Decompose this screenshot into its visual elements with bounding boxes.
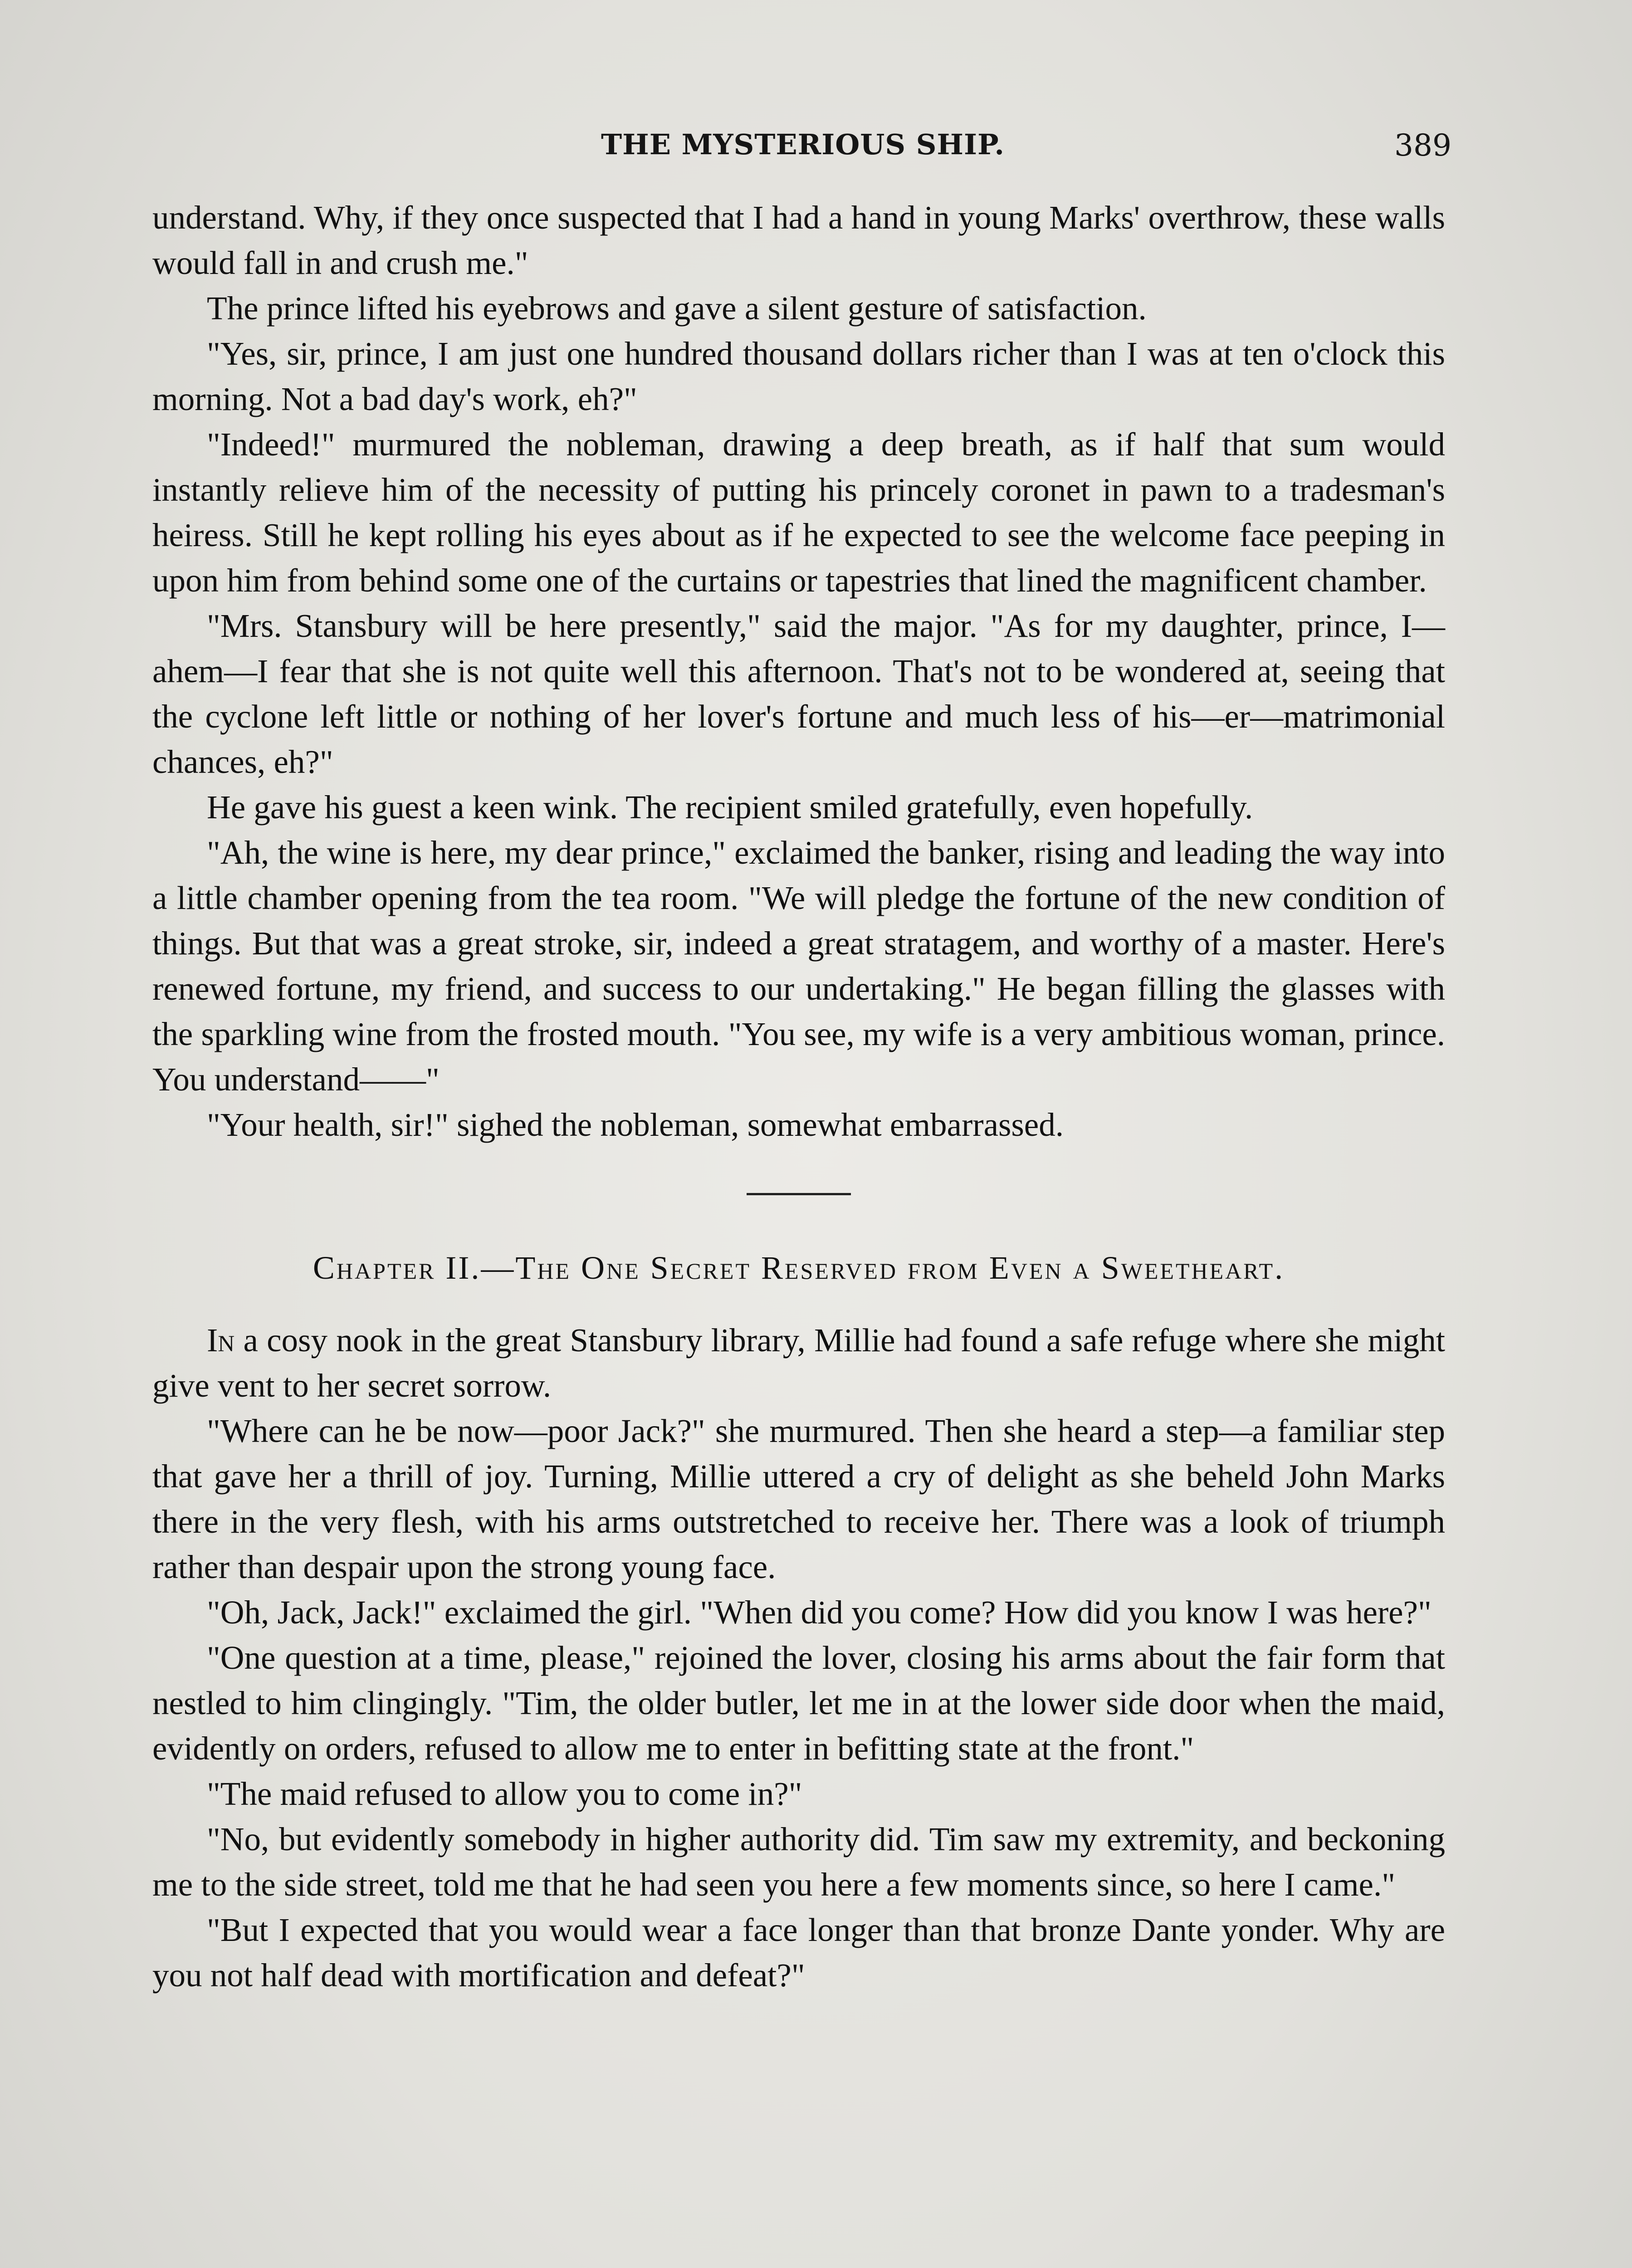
paragraph: "Ah, the wine is here, my dear prince," exclaimed the banker, rising and leading the way into a little chamber opening from the tea room. "We will pledge the fortune of the new condition of things. But that was a great stroke, sir, indeed a great stratagem, and worthy of a master. Here's renewed fortune, my friend, and success to our undertaking." He began filling the glasses with the sparkling wine from the frosted mouth. "You see, my wife is a very ambitious woman, prince. You understand——" xyxy=(152,834,1445,1098)
page-number: 389 xyxy=(1394,128,1451,163)
paragraph: "Oh, Jack, Jack!" exclaimed the girl. "When did you come? How did you know I was here?" xyxy=(207,1594,1432,1631)
paragraph: "No, but evidently somebody in higher authority did. Tim saw my extremity, and beckoning me to the side street, told me that he had seen you here a few moments since, so here I came." xyxy=(152,1821,1445,1903)
paragraph: "Mrs. Stansbury will be here presently," said the major. "As for my daughter, prince, I—ahem—I fear that she is not quite well this afternoon. That's not to be wondered at, seeing that the cyclone left little or nothing of her lover's fortune and much less of his—er—matrimonial chances, eh?" xyxy=(152,607,1445,780)
body-text xyxy=(152,195,1445,1998)
paragraph: "Indeed!" murmured the nobleman, drawing a deep breath, as if half that sum would instantly relieve him of the necessity of putting his princely coronet in pawn to a tradesman's heiress. Still he kept rolling his eyes about as if he expected to see the welcome face peeping in upon him from behind some one of the curtains or tapestries that lined the magnificent chamber. xyxy=(152,426,1445,599)
paragraph: "Your health, sir!" sighed the nobleman, somewhat embarrassed. xyxy=(207,1106,1064,1143)
paragraph: "One question at a time, please," rejoined the lover, closing his arms about the fair form that nestled to him clingingly. "Tim, the older butler, let me in at the lower side door when the maid, evidently on orders, refused to allow me to enter in befitting state at the front." xyxy=(152,1639,1445,1767)
opening-text: a cosy nook in the great Stansbury library, Millie had found a safe refuge where she might give vent to her secret sorrow. xyxy=(152,1322,1445,1404)
page-header xyxy=(154,128,1451,178)
chapter-opening-paragraph xyxy=(152,1318,1445,1408)
opening-word: In xyxy=(207,1322,235,1359)
paragraph: "Where can he be now—poor Jack?" she murmured. Then she heard a step—a familiar step that gave her a thrill of joy. Turning, Millie uttered a cry of delight as she beheld John Marks there in the very flesh, with his arms outstretched to receive her. There was a look of triumph rather than despair upon the strong young face. xyxy=(152,1413,1445,1585)
running-head: THE MYSTERIOUS SHIP. xyxy=(601,128,1005,161)
paragraph: The prince lifted his eyebrows and gave a silent gesture of satisfaction. xyxy=(207,290,1147,327)
chapter-heading: Chapter II.—The One Secret Reserved from Even a Sweetheart. xyxy=(313,1250,1285,1286)
paragraph: He gave his guest a keen wink. The recipient smiled gratefully, even hopefully. xyxy=(207,789,1253,826)
paragraph: "But I expected that you would wear a face longer than that bronze Dante yonder. Why are you not half dead with mortification and defeat?" xyxy=(152,1911,1445,1994)
section-divider xyxy=(747,1193,851,1195)
paragraph: "Yes, sir, prince, I am just one hundred thousand dollars richer than I was at ten o'clock this morning. Not a bad day's work, eh?" xyxy=(152,335,1445,417)
paragraph: understand. Why, if they once suspected that I had a hand in young Marks' overthrow, these walls would fall in and crush me." xyxy=(152,199,1445,281)
paragraph: "The maid refused to allow you to come in?" xyxy=(207,1775,802,1812)
